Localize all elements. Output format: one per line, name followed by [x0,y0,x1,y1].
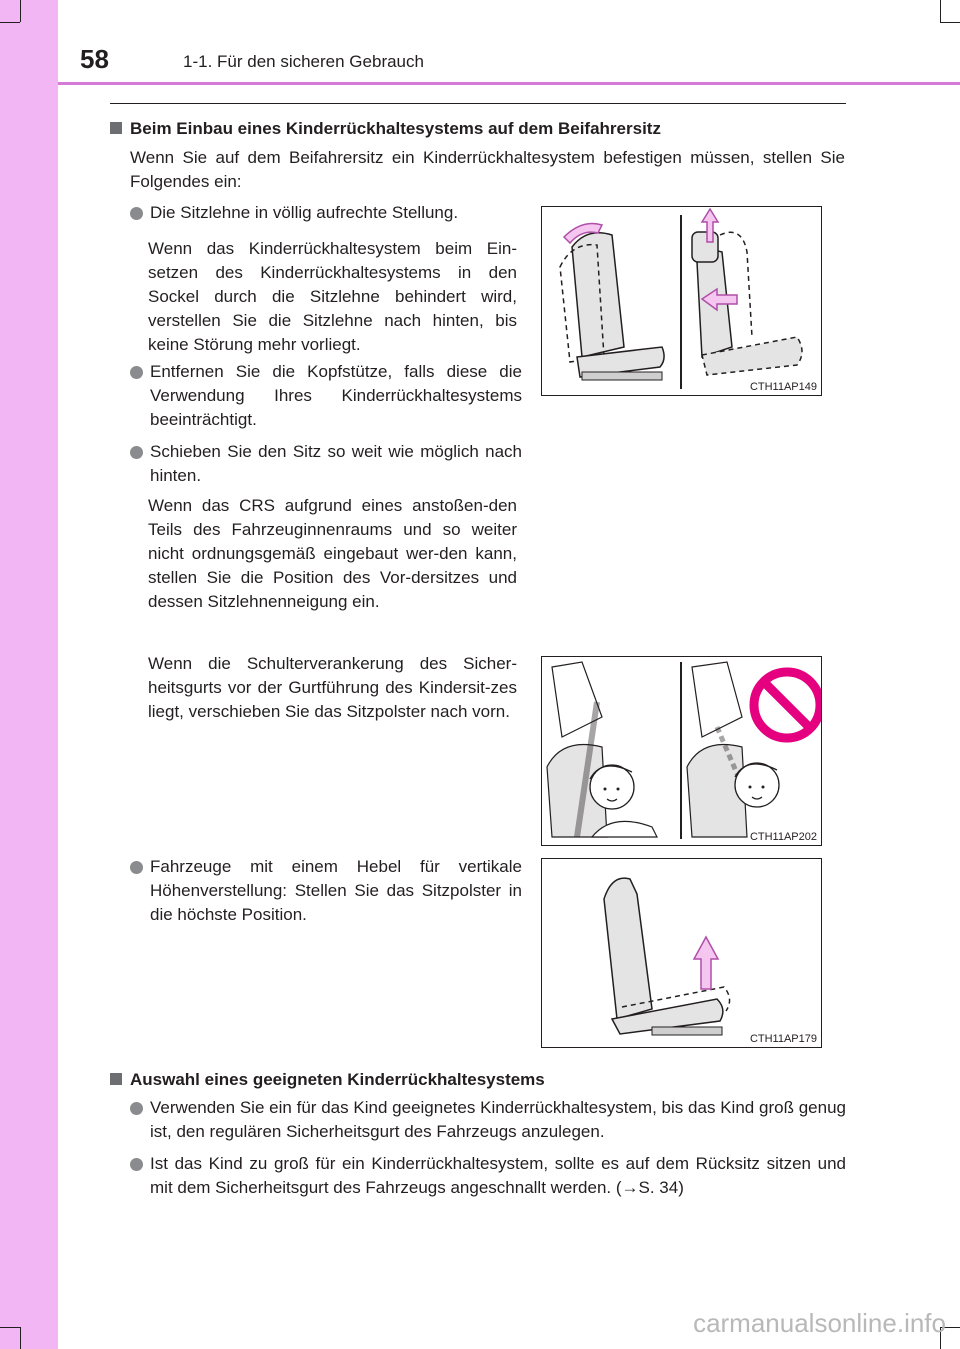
bullet-vertical-height [130,855,522,927]
bullet-text: Schieben Sie den Sitz so weit wie möglich nach hinten. [150,442,522,485]
seat-height-illustration [542,859,821,1047]
bullet-dot-icon [130,207,143,220]
figure-seat-adjustment [541,206,822,396]
figure-code: CTH11AP179 [749,1033,817,1045]
watermark: carmanualsonline.info [693,1308,946,1338]
square-bullet-icon [110,122,122,134]
note-crs-position: Wenn das CRS aufgrund eines anstoßen-den Teils des Fahrzeuginnenraums und so weiter nicht ordnungsgemäß eingebaut wer-den kann, stellen Sie die Position des Vor-dersitzes und dessen Sitzlehnenneigung ein. [148,496,517,611]
seat-adjustment-illustration [542,207,821,395]
bullet-text: Die Sitzlehne in völlig aufrechte Stellung. [150,203,459,222]
bullet-slide-seat-back [130,440,522,488]
bullet-text: Verwenden Sie ein für das Kind geeignetes Kinderrückhaltesystem, bis das Kind groß genug ist, den regulären Sicherheitsgurt des Fahrzeugs anzulegen. [150,1098,846,1141]
square-bullet-icon [110,1073,122,1085]
heading-text: Auswahl eines geeigneten Kinderrückhaltesystems [130,1070,545,1089]
chapter-title: 1-1. Für den sicheren Gebrauch [183,52,424,71]
bullet-text: Entfernen Sie die Kopfstütze, falls diese die Verwendung Ihres Kinderrückhaltesystems beeinträchtigt. [150,362,522,429]
bullet-seatback-upright [130,201,522,225]
intro-paragraph: Wenn Sie auf dem Beifahrersitz ein Kinderrückhaltesystem befestigen müssen, stellen Sie Folgendes ein: [130,148,845,191]
bullet-text: Ist das Kind zu groß für ein Kinderrückhaltesystem, sollte es auf dem Rücksitz sitzen und mit dem Sicherheitsgurt des Fahrzeugs angeschnallt werden. (→S. 34) [150,1154,846,1197]
note-shoulder-anchor: Wenn die Schulterverankerung des Sicher-heitsgurts vor der Gurtführung des Kindersit-zes liegt, verschieben Sie das Sitzpolster nach vorn. [148,654,517,721]
crop-mark [0,22,20,23]
section-heading-passenger-seat [110,117,850,141]
figure-seat-height [541,858,822,1048]
bullet-use-suitable-crs [130,1096,846,1144]
crop-mark [0,1327,20,1328]
crop-mark [940,0,941,22]
page-number: 58 [80,44,109,74]
side-color-bar [0,0,58,1349]
section-rule [110,103,846,104]
bullet-child-too-big [130,1152,846,1200]
section-heading-choose-crs [110,1068,850,1092]
crop-mark [940,22,960,23]
figure-code: CTH11AP202 [749,831,817,843]
figure-shoulder-belt [541,656,822,846]
bullet-dot-icon [130,1158,143,1171]
bullet-dot-icon [130,446,143,459]
bullet-remove-headrest [130,360,522,432]
note-seatback: Wenn das Kinderrückhaltesystem beim Ein-setzen des Kinderrückhaltesystems in den Sockel durch die Sitzlehne behindert wird, verstellen Sie die Sitzlehne nach hinten, bis keine Störung mehr vorliegt. [148,239,517,354]
heading-text: Beim Einbau eines Kinderrückhaltesystems auf dem Beifahrersitz [130,119,661,138]
bullet-dot-icon [130,861,143,874]
bullet-dot-icon [130,366,143,379]
bullet-text: Fahrzeuge mit einem Hebel für vertikale Höhenverstellung: Stellen Sie das Sitzpolster in die höchste Position. [150,857,522,924]
crop-mark [20,1327,21,1349]
bullet-dot-icon [130,1102,143,1115]
crop-mark [20,0,21,22]
shoulder-belt-illustration [542,657,821,845]
figure-code: CTH11AP149 [749,381,817,393]
header-rule [58,82,960,85]
